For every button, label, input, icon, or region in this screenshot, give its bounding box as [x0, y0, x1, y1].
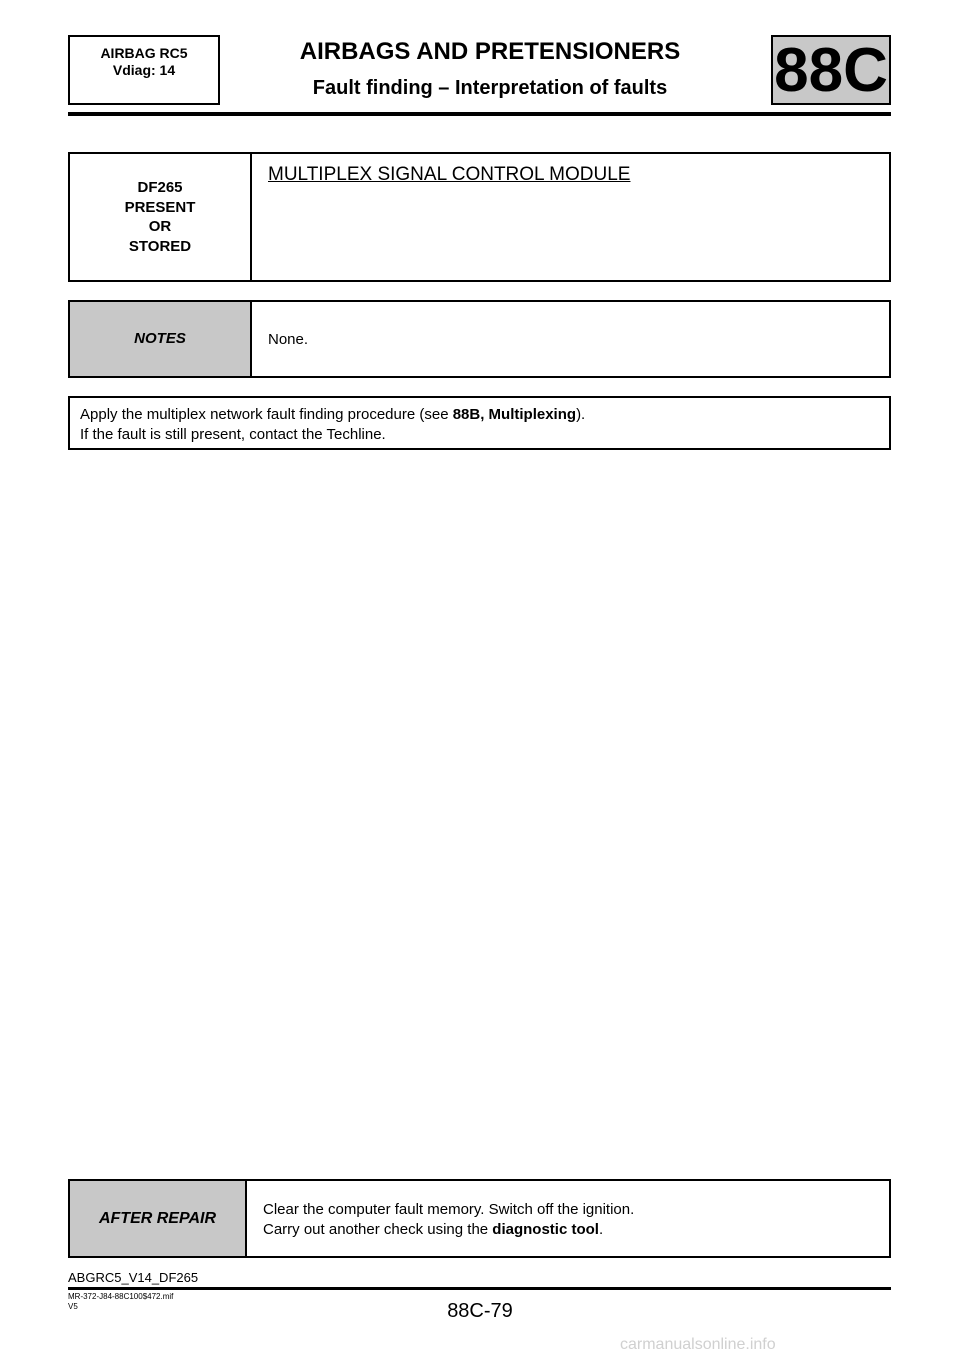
fault-box [68, 152, 891, 282]
procedure-box [68, 396, 891, 450]
fault-code: DF265 [137, 179, 183, 196]
procedure-text: Apply the multiplex network fault finding procedure (see [80, 406, 453, 423]
after-repair-text-end: . [598, 1221, 604, 1238]
footer-divider [68, 1287, 891, 1290]
page-subtitle: Fault finding – Interpretation of faults [312, 77, 668, 99]
fault-status-or: OR [148, 218, 172, 235]
after-repair-line-1: Clear the computer fault memory. Switch off the ignition. [263, 1201, 635, 1218]
diagnostic-tool-term: diagnostic tool [492, 1221, 599, 1238]
procedure-line-2: If the fault is still present, contact the Techline. [80, 426, 386, 443]
notes-label: NOTES [70, 302, 252, 376]
procedure-line-1 [80, 405, 879, 425]
header-divider [68, 112, 891, 116]
vdiag-label: Vdiag: 14 [112, 62, 176, 78]
file-info [68, 1292, 173, 1312]
section-code-badge: 88C [771, 35, 891, 105]
version-label: V5 [68, 1302, 78, 1311]
fault-status-stored: STORED [128, 237, 192, 255]
fault-title: MULTIPLEX SIGNAL CONTROL MODULE [268, 164, 631, 185]
after-repair-text [263, 1200, 634, 1240]
procedure-text-end: ). [576, 406, 586, 423]
after-repair-box [68, 1179, 891, 1258]
after-repair-line-2 [263, 1220, 634, 1240]
model-box [68, 35, 220, 105]
mif-filename: MR-372-J84-88C100$472.mif [68, 1292, 174, 1301]
fault-status-present: PRESENT [124, 198, 196, 216]
fault-status-cell [70, 154, 252, 280]
after-repair-text-pre: Carry out another check using the [263, 1221, 493, 1238]
page-number: 88C-79 [447, 1300, 513, 1322]
page-title: AIRBAGS AND PRETENSIONERS [299, 38, 681, 65]
notes-box [68, 300, 891, 378]
model-label: AIRBAG RC5 [100, 45, 188, 61]
notes-text: None. [268, 331, 309, 348]
procedure-reference: 88B, Multiplexing [452, 406, 577, 423]
document-reference: ABGRC5_V14_DF265 [68, 1270, 199, 1285]
after-repair-label: AFTER REPAIR [70, 1181, 247, 1256]
watermark: carmanualsonline.info [620, 1336, 776, 1353]
